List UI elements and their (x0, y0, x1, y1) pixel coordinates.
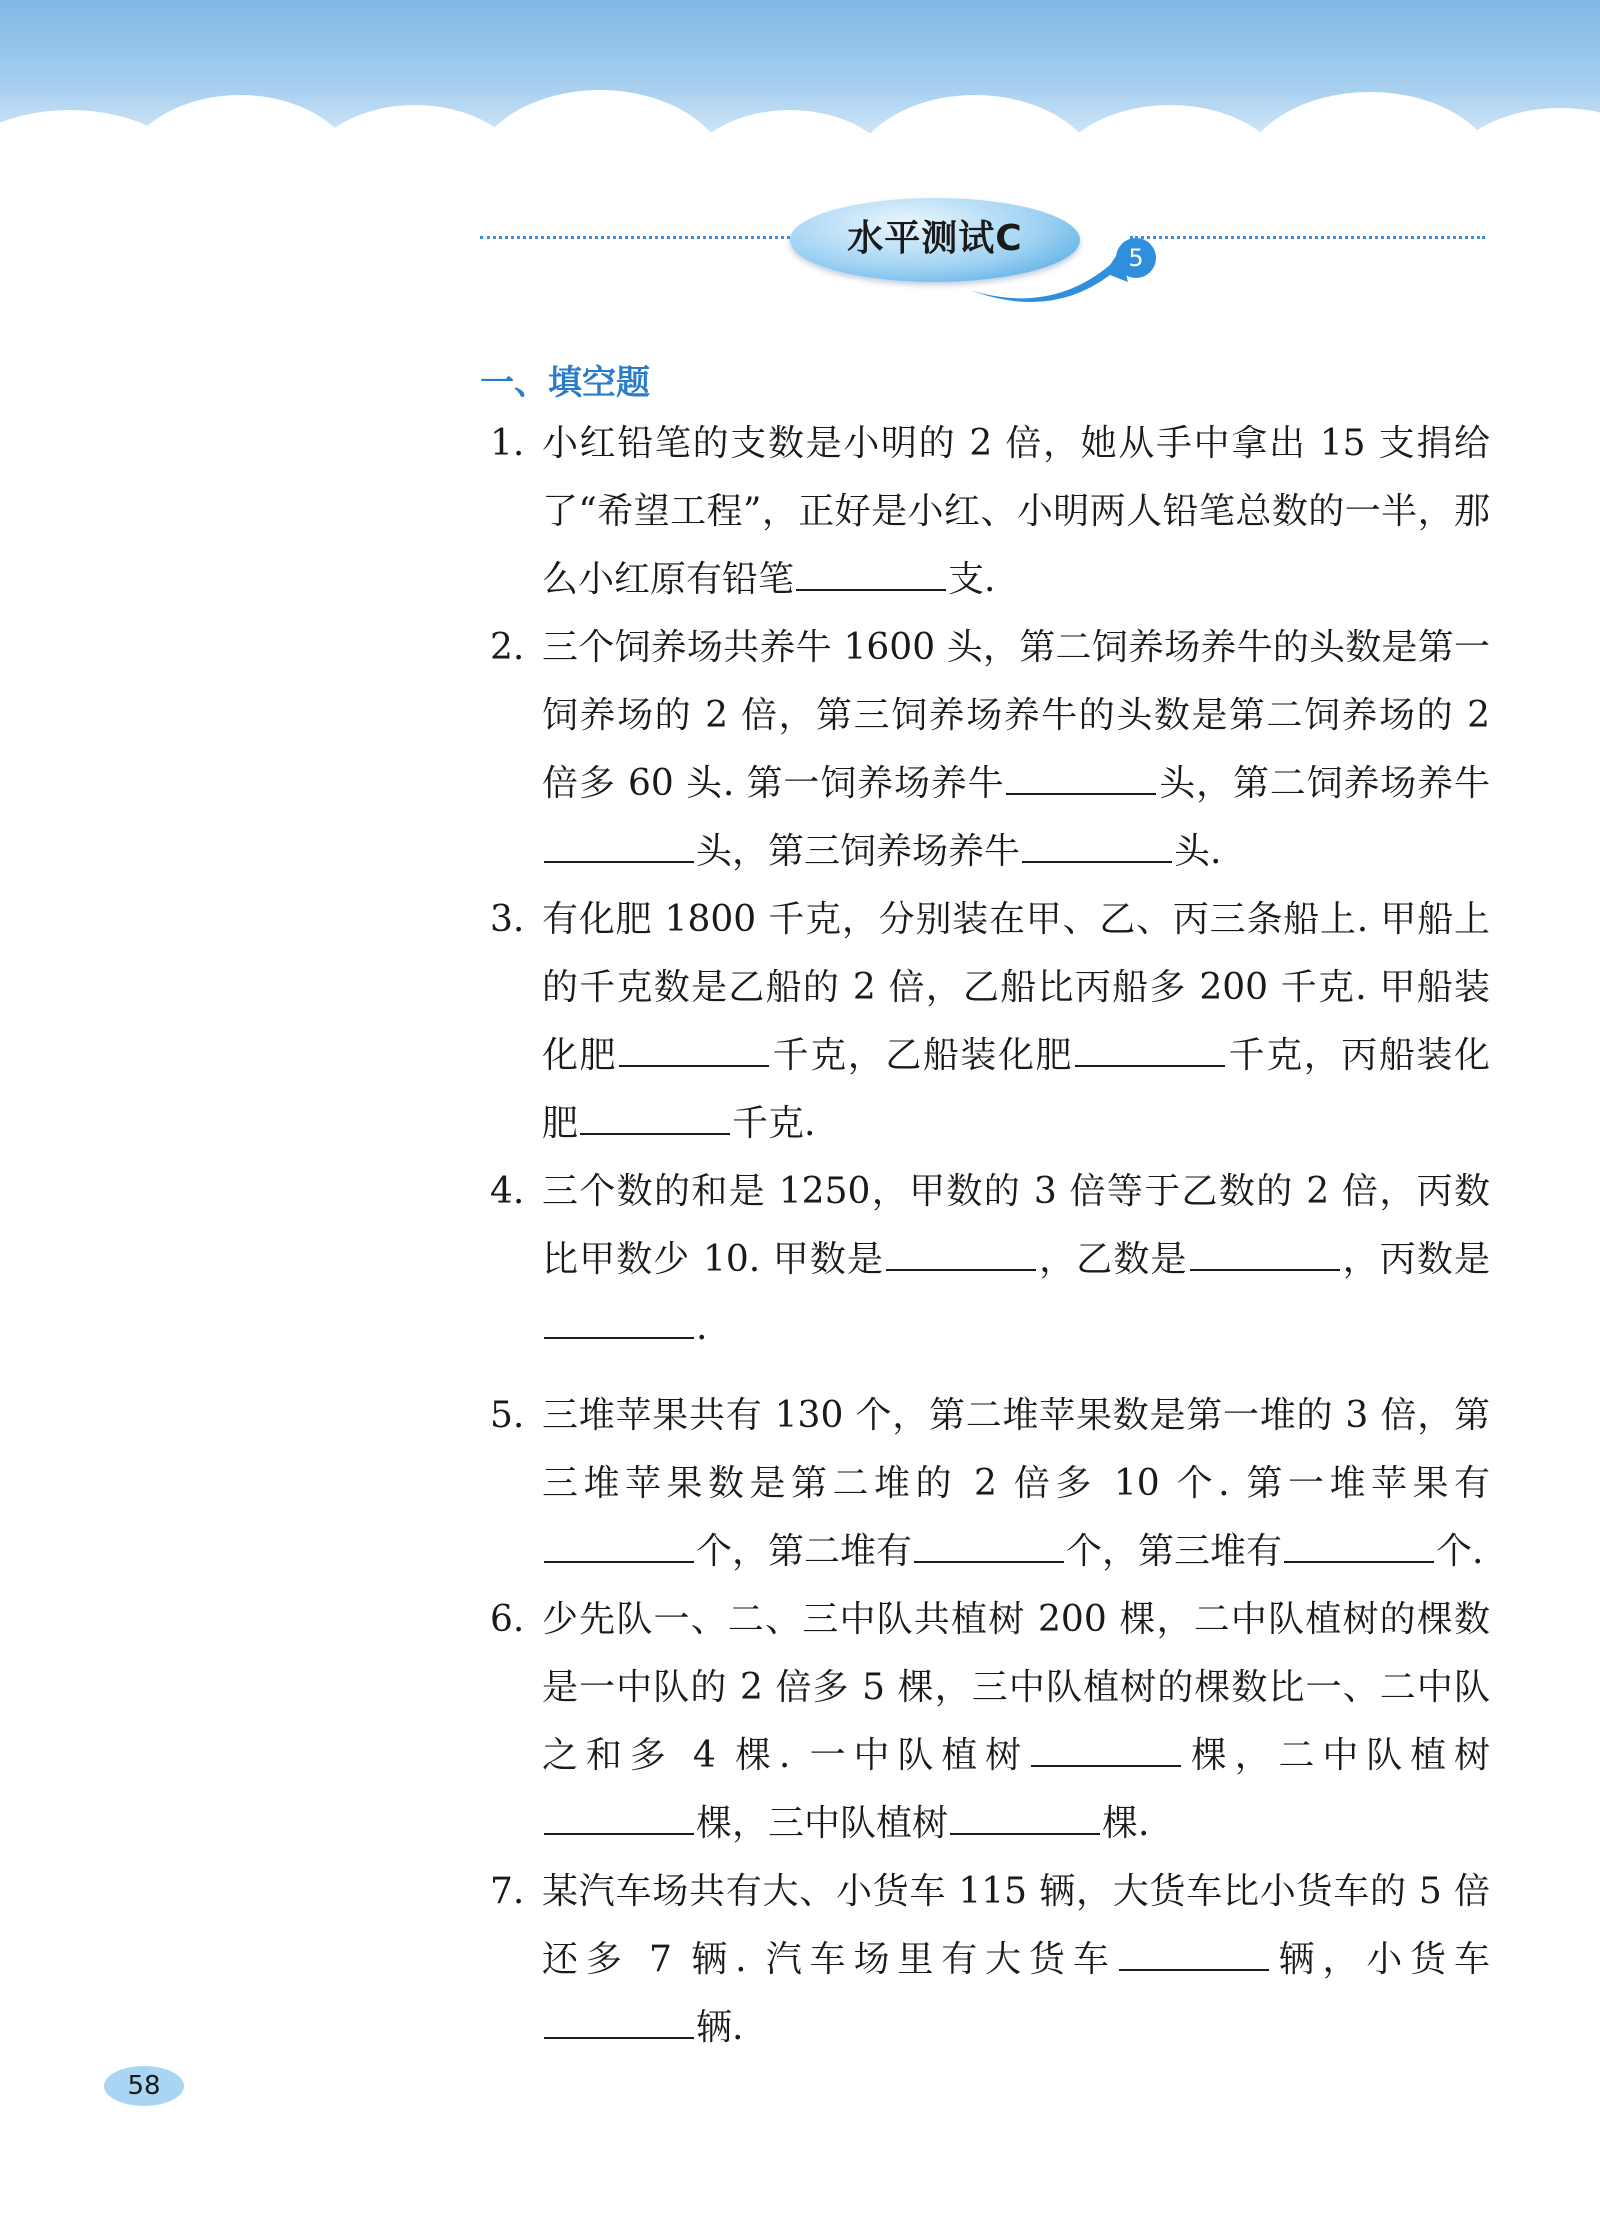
answer-blank[interactable] (796, 588, 946, 591)
answer-blank[interactable] (544, 1336, 694, 1339)
section-title: 一、填空题 (480, 363, 650, 403)
answer-blank[interactable] (1031, 1764, 1181, 1767)
question-5: 5. 三堆苹果共有 130 个，第二堆苹果数是第一堆的 3 倍，第三堆苹果数是第二堆的 2 倍多 10 个. 第一堆苹果有个，第二堆有 个，第三堆有 个. (490, 1382, 1490, 1586)
question-number: 2. (490, 627, 525, 668)
answer-blank[interactable] (1119, 1968, 1269, 1971)
header-dotted-line-left (480, 236, 790, 239)
question-number: 5. (490, 1395, 525, 1436)
question-3: 3. 有化肥 1800 千克，分别装在甲、乙、丙三条船上. 甲船上的千克数是乙船的 2 倍，乙船比丙船多 200 千克. 甲船装化肥 千克，乙船装化肥 千克，丙船装化肥 千克. (490, 886, 1490, 1158)
question-1: 1. 小红铅笔的支数是小明的 2 倍，她从手中拿出 15 支捐给了“希望工程”，正好是小红、小明两人铅笔总数的一半，那么小红原有铅笔 支. (490, 410, 1490, 614)
answer-blank[interactable] (1022, 860, 1172, 863)
question-4: 4. 三个数的和是 1250，甲数的 3 倍等于乙数的 2 倍，丙数比甲数少 10. 甲数是 ，乙数是 ，丙数是. (490, 1158, 1490, 1362)
answer-blank[interactable] (950, 1832, 1100, 1835)
answer-blank[interactable] (1006, 792, 1156, 795)
header-dotted-line-right (1130, 236, 1485, 239)
question-6: 6. 少先队一、二、三中队共植树 200 棵，二中队植树的棵数是一中队的 2 倍多 5 棵，三中队植树的棵数比一、二中队之和多 4 棵. 一中队植树 棵，二中队植树棵，三中队植树 棵. (490, 1586, 1490, 1858)
page-number: 58 (104, 2066, 184, 2106)
answer-blank[interactable] (619, 1064, 769, 1067)
question-number: 6. (490, 1599, 525, 1640)
question-number: 4. (490, 1171, 525, 1212)
answer-blank[interactable] (1190, 1268, 1340, 1271)
answer-blank[interactable] (1284, 1560, 1434, 1563)
question-list (490, 410, 1490, 2062)
answer-blank[interactable] (886, 1268, 1036, 1271)
question-7: 7. 某汽车场共有大、小货车 115 辆，大货车比小货车的 5 倍还多 7 辆. 汽车场里有大货车 辆，小货车辆. (490, 1858, 1490, 2062)
answer-blank[interactable] (914, 1560, 1064, 1563)
answer-blank[interactable] (544, 1560, 694, 1563)
answer-blank[interactable] (544, 860, 694, 863)
question-number: 3. (490, 899, 525, 940)
question-2: 2. 三个饲养场共养牛 1600 头，第二饲养场养牛的头数是第一饲养场的 2 倍，第三饲养场养牛的头数是第二饲养场的 2 倍多 60 头. 第一饲养场养牛 头，第二饲养场养牛头，第三饲养场养牛 头. (490, 614, 1490, 886)
test-title: 水平测试C (847, 218, 1023, 259)
test-title-badge (790, 190, 1144, 310)
question-number: 7. (490, 1871, 525, 1912)
chapter-number-badge: 5 (1116, 238, 1156, 278)
answer-blank[interactable] (1075, 1064, 1225, 1067)
sky-banner (0, 0, 1600, 200)
answer-blank[interactable] (544, 1832, 694, 1835)
question-number: 1. (490, 423, 525, 464)
answer-blank[interactable] (580, 1132, 730, 1135)
answer-blank[interactable] (544, 2036, 694, 2039)
